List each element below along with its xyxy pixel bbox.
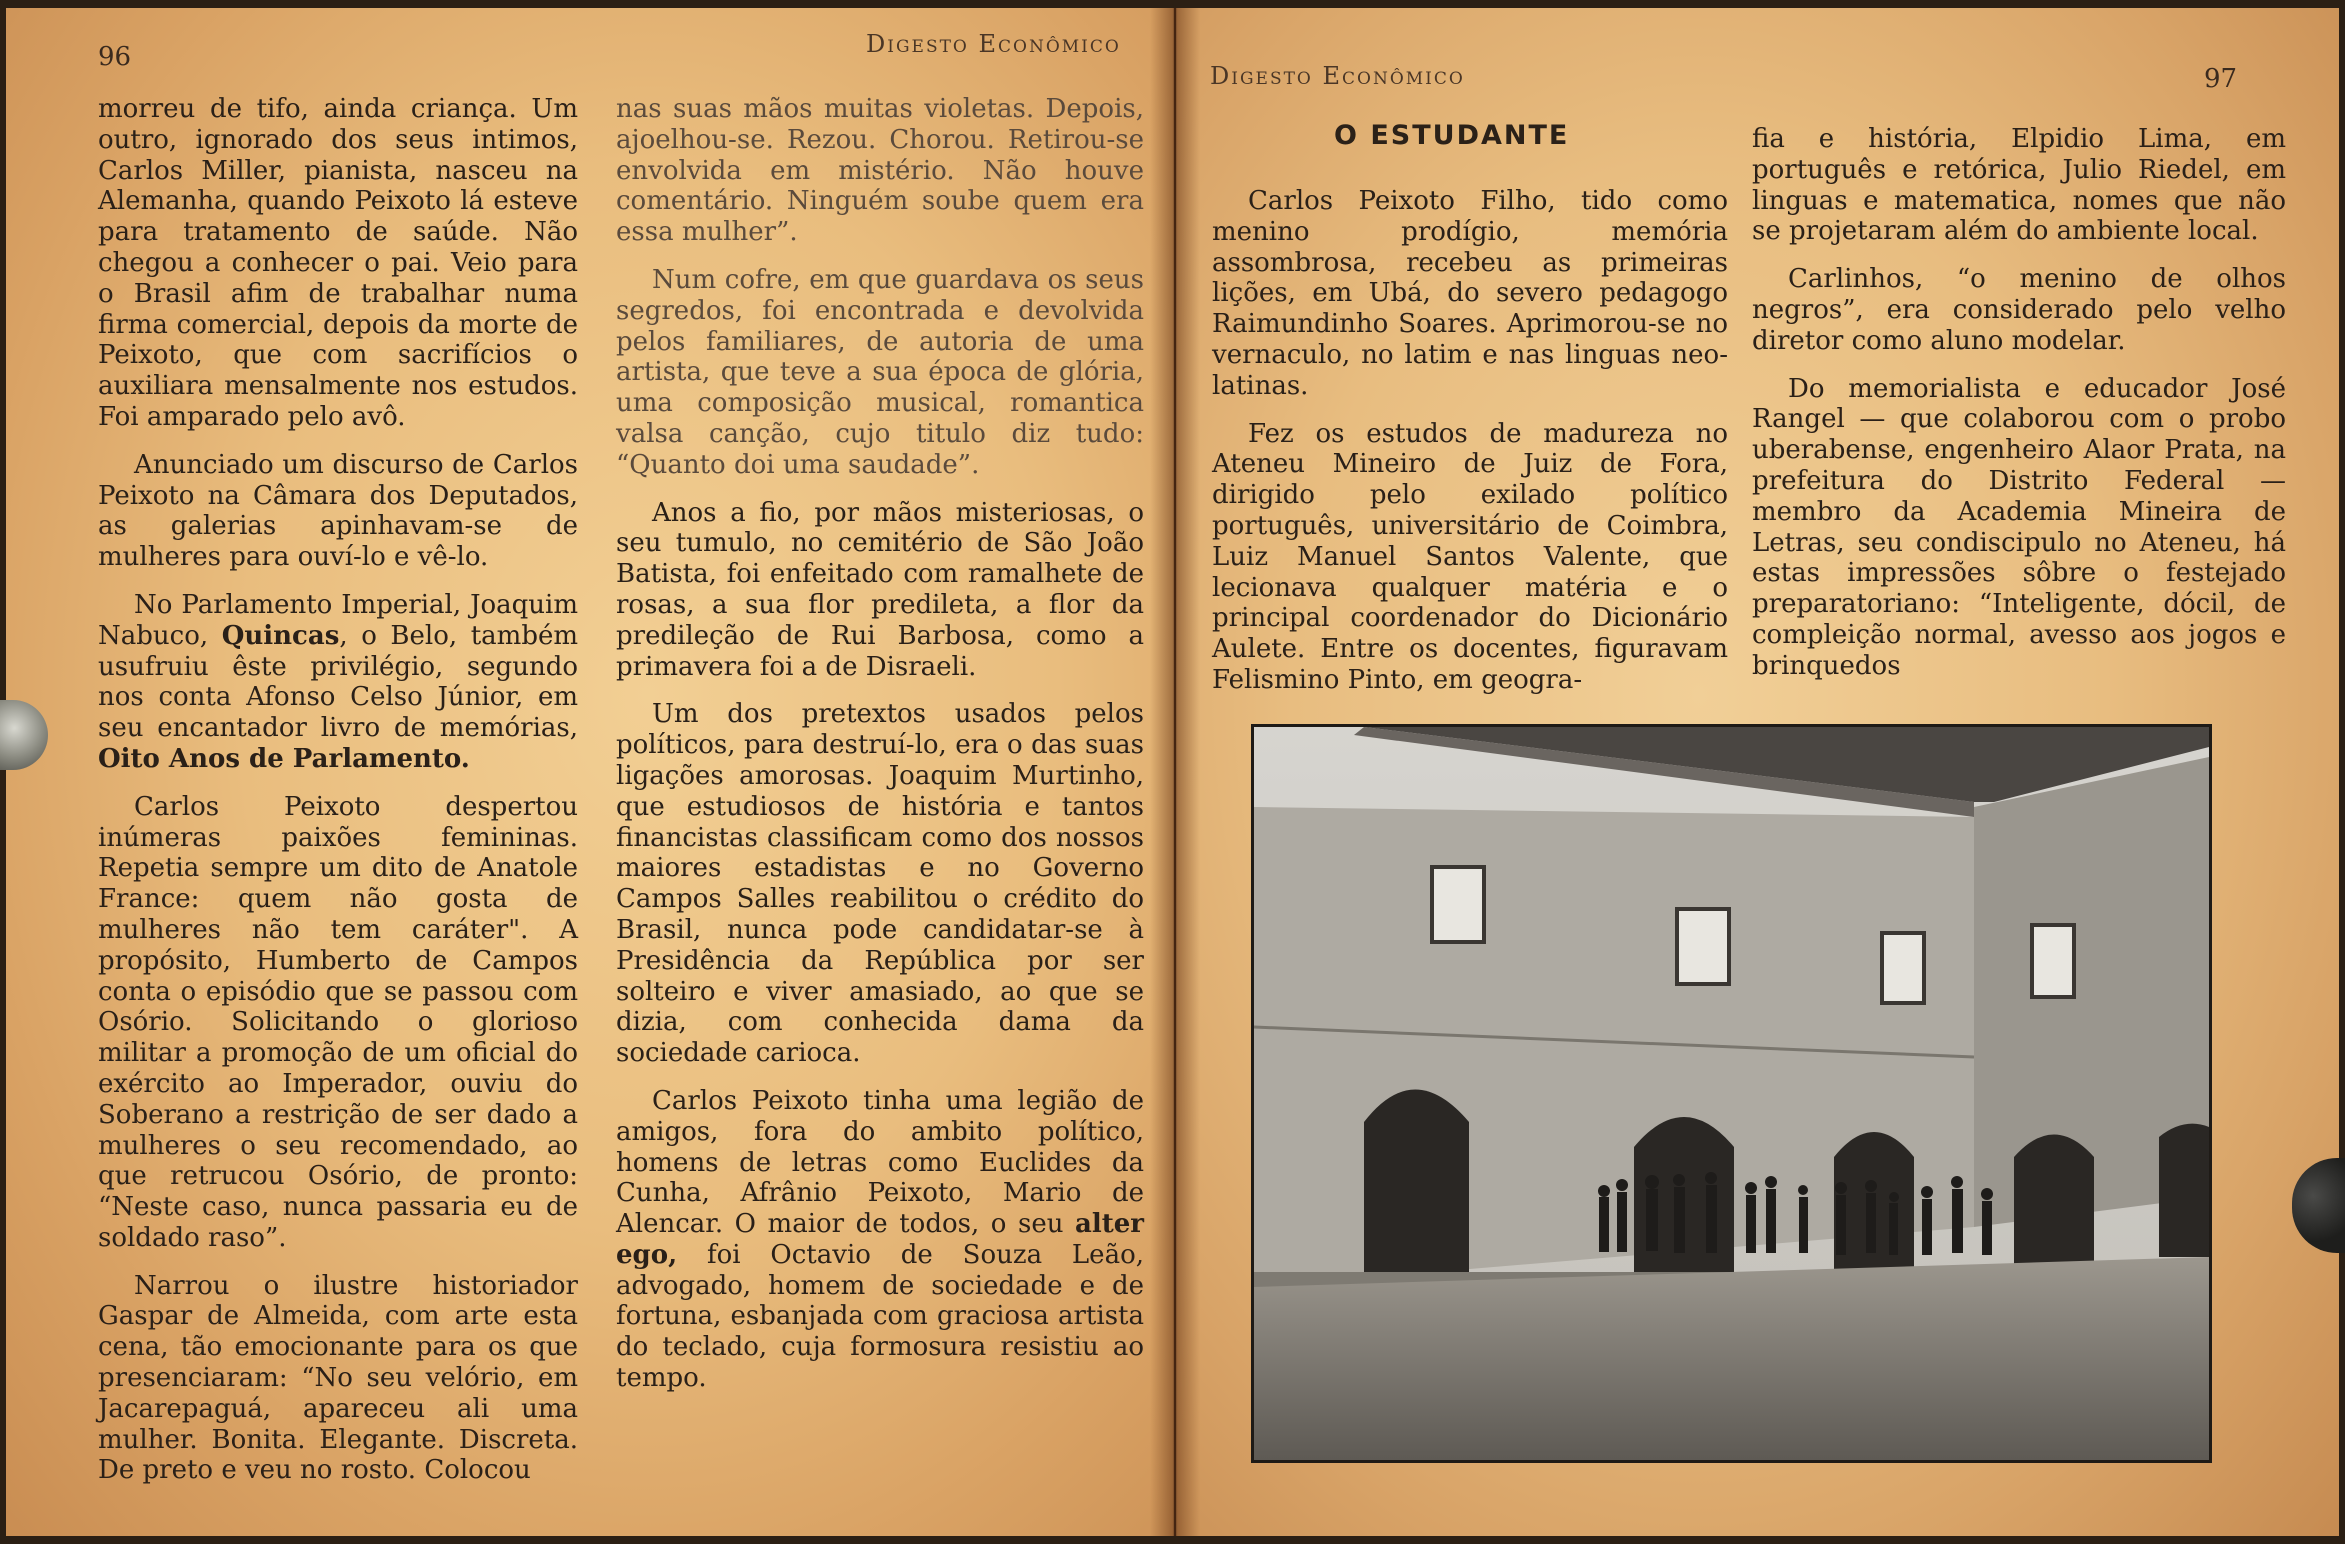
paragraph: Fez os estudos de madureza no Ateneu Mineiro de Juiz de Fora, dirigido pelo exilado político português, universitário de Coimbra, Luiz Manuel Santos Valente, que lecionava qualquer matéria e o principal coordenador do Dicionário Aulete. Entre os docentes, figuravam Felismino Pinto, em geogra-: [1212, 418, 1728, 695]
paragraph: Um dos pretextos usados pelos políticos, para destruí-lo, era o das suas ligações amorosas. Joaquim Murtinho, que estudiosos de história e tantos financistas classificam como dos nossos maiores estadistas e no Governo Campos Salles reabilitou o crédito do Brasil, nunca pode candidatar-se à Presidência da República por ser solteiro e viver amasiado, ao que se dizia, com conhecida dama da sociedade carioca.: [616, 699, 1144, 1069]
paragraph: [616, 1086, 1144, 1394]
text-column-2: [1752, 124, 2286, 699]
running-head: Digesto Econômico: [1210, 62, 1465, 90]
paragraph: Carlos Peixoto Filho, tido como menino prodígio, memória assombrosa, recebeu as primeiras lições, em Ubá, do severo pedagogo Raimundinho Soares. Aprimorou-se no vernaculo, no latim e nas linguas neo-latinas.: [1212, 186, 1728, 401]
text-run: , o Belo, também usufruiu êste privilégio, segundo nos conta Afonso Celso Júnior, em seu encantador livro de memórias,: [98, 620, 578, 744]
running-head: Digesto Econômico: [866, 30, 1121, 58]
paragraph: Carlos Peixoto despertou inúmeras paixões femininas. Repetia sempre um dito de Anatole France: quem não gosta de mulheres não tem caráter". A propósito, Humberto de Campos conta o episódio que se passou com Osório. Solicitando o glorioso militar a promoção de um oficial do exército ao Imperador, ouviu do Soberano a restrição de ser dado a mulheres o seu recomendado, ao que retrucou Osório, de pronto: “Neste caso, nunca passaria eu de soldado raso”.: [98, 791, 578, 1253]
section-heading: O ESTUDANTE: [1334, 120, 1570, 151]
paragraph: fia e história, Elpidio Lima, em português e retórica, Julio Riedel, em linguas e matematica, nomes que não se projetaram além do ambiente local.: [1752, 124, 2286, 247]
page-number: 96: [98, 42, 132, 72]
paragraph: Narrou o ilustre historiador Gaspar de Almeida, com arte esta cena, tão emocionante para os que presenciaram: “No seu velório, em Jacarepaguá, apareceu ali uma mulher. Bonita. Elegante. Discreta. De preto e veu no rosto. Colocou: [98, 1270, 578, 1486]
photo-image: [1254, 727, 2209, 1460]
paragraph: Num cofre, em que guardava os seus segredos, foi encontrada e devolvida pelos familiares, de autoria de uma artista, que teve a sua época de glória, uma composição musical, romantica valsa canção, cujo titulo diz tudo: “Quanto doi uma saudade”.: [616, 264, 1144, 480]
paragraph: [98, 590, 578, 775]
courtyard-photograph: [1251, 724, 2212, 1463]
paragraph: morreu de tifo, ainda criança. Um outro, ignorado dos seus intimos, Carlos Miller, pianista, nasceu na Alemanha, quando Peixoto lá esteve para tratamento de saúde. Não chegou a conhecer o pai. Veio para o Brasil afim de trabalhar numa firma comercial, depois da morte de Peixoto, que com sacrifícios o auxiliara mensalmente nos estudos. Foi amparado pelo avô.: [98, 94, 578, 432]
emphasis: Quincas: [221, 620, 340, 651]
emphasis: alter ego,: [616, 1209, 1145, 1270]
text-run: Carlos Peixoto tinha uma legião de amigos, fora do ambito político, homens de letras como Euclides da Cunha, Afrânio Peixoto, Mario de Alencar. O maior de todos, o seu: [616, 1085, 1144, 1240]
paragraph: Do memorialista e educador José Rangel — que colaborou com o probo uberabense, engenheiro Alaor Prata, na prefeitura do Distrito Federal — membro da Academia Mineira de Letras, seu condiscipulo no Ateneu, há estas impressões sôbre o festejado preparatoriano: “Inteligente, dócil, de compleição normal, avesso aos jogos e brinquedos: [1752, 373, 2286, 681]
book-gutter: [1150, 8, 1200, 1536]
left-page: [6, 8, 1174, 1536]
paragraph: Anos a fio, por mãos misteriosas, o seu tumulo, no cemitério de São João Batista, foi enfeitado com ramalhete de rosas, a sua flor predileta, a flor da predileção de Rui Barbosa, como a primavera foi a de Disraeli.: [616, 497, 1144, 682]
page-number: 97: [2204, 64, 2238, 94]
text-column-1: [1212, 186, 1728, 713]
book-title: Oito Anos de Parlamento.: [98, 743, 470, 774]
text-run: foi Octavio de Souza Leão, advogado, homem de sociedade e de fortuna, esbanjada com graciosa artista do teclado, cuja formosura resistiu ao tempo.: [616, 1239, 1144, 1394]
text-column-1: [98, 94, 578, 1503]
text-run: No Parlamento Imperial, Joaquim Nabuco,: [98, 589, 578, 651]
paragraph: Carlinhos, “o menino de olhos negros”, era considerado pelo velho diretor como aluno modelar.: [1752, 264, 2286, 356]
paragraph: Anunciado um discurso de Carlos Peixoto na Câmara dos Deputados, as galerias apinhavam-se de mulheres para ouví-lo e vê-lo.: [98, 449, 578, 573]
text-column-2: [616, 94, 1144, 1411]
paragraph: nas suas mãos muitas violetas. Depois, ajoelhou-se. Rezou. Chorou. Retirou-se envolvida em mistério. Não houve comentário. Ninguém soube quem era essa mulher”.: [616, 94, 1144, 248]
